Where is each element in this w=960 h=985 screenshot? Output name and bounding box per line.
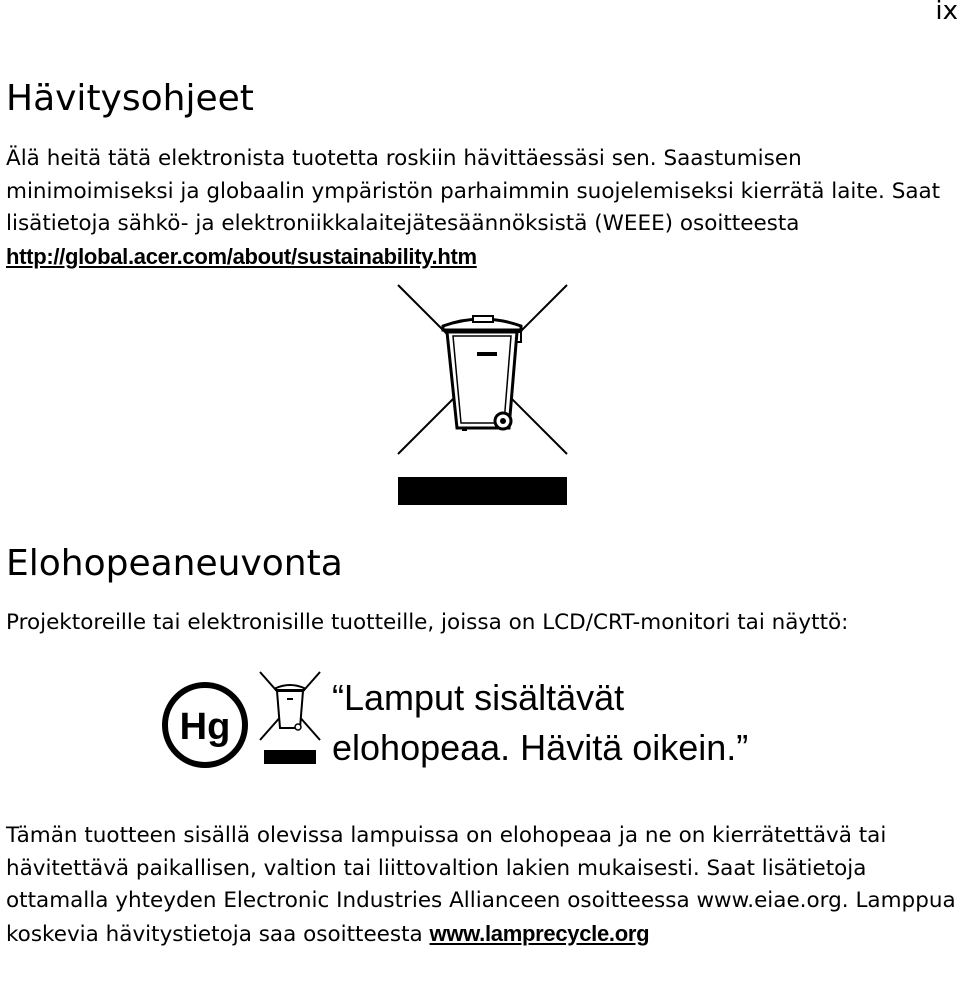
mercury-paragraph — [6, 820, 956, 951]
mercury-text: Tämän tuotteen sisällä olevissa lampuissa on elohopeaa ja ne on kierrätettävä tai hävitettävä paikallisen, valtion tai liittovaltion lakien mukaisesti. Saat lisätietoja ottamalla yhteyden Electronic Industries Allianceen osoitteessa www.eiae.org. Lamppua koskevia hävitystietoja saa osoitteesta — [6, 823, 956, 947]
crossed-out-wheelie-bin-icon — [365, 282, 600, 512]
page-number: ix — [935, 0, 958, 26]
disposal-paragraph — [6, 143, 956, 274]
mercury-heading: Elohopeaneuvonta — [6, 543, 343, 584]
hg-circle-icon — [160, 680, 250, 770]
mercury-label-line-1: “Lamput sisältävät — [332, 677, 625, 718]
mercury-label-line-2: elohopeaa. Hävitä oikein.” — [332, 727, 749, 768]
sustainability-link[interactable]: http://global.acer.com/about/sustainability.htm — [6, 243, 477, 269]
crossed-out-wheelie-bin-icon — [256, 670, 324, 770]
mercury-warning-label — [160, 670, 800, 778]
disposal-text: Älä heitä tätä elektronista tuotetta roskiin hävittäessäsi sen. Saastumisen minimoimiseksi ja globaalin ympäristön parhaimmin suojelemiseksi kierrätä laite. Saat lisätietoja sähkö- ja elektroniikkalaitejätesäännöksistä (WEEE) osoitteesta — [6, 146, 941, 236]
hg-text: Hg — [179, 706, 231, 748]
disposal-heading: Hävitysohjeet — [6, 78, 254, 119]
mercury-intro: Projektoreille tai elektronisille tuotteille, joissa on LCD/CRT-monitori tai näyttö: — [6, 610, 849, 635]
lamprecycle-link[interactable]: www.lamprecycle.org — [429, 920, 650, 946]
